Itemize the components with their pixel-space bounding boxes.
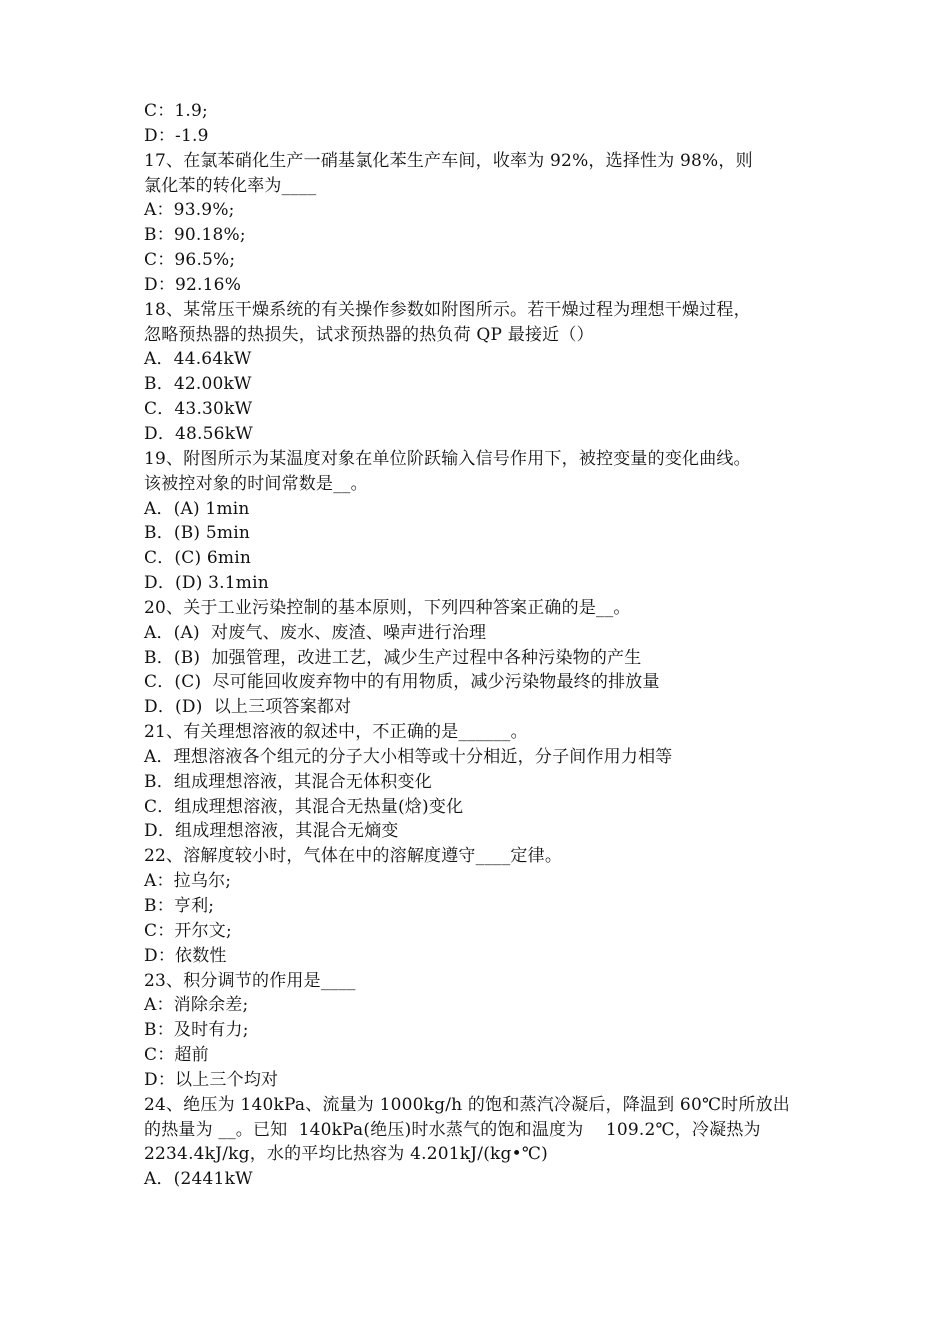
question-17-option-c: C：96.5%; <box>144 250 236 271</box>
question-17-line-1: 17、在氯苯硝化生产一硝基氯化苯生产车间，收率为 92%，选择性为 98%，则 <box>144 150 753 171</box>
question-23-option-b: B：及时有力; <box>144 1020 249 1041</box>
question-19-line-1: 19、附图所示为某温度对象在单位阶跃输入信号作用下，被控变量的变化曲线。 <box>144 448 751 469</box>
question-24-line-2: 的热量为 __。已知 140kPa(绝压)时水蒸气的饱和温度为 109.2℃，冷凝热为 <box>144 1119 761 1140</box>
question-19-option-d: D．(D) 3.1min <box>144 573 269 594</box>
question-21-option-d: D．组成理想溶液，其混合无熵变 <box>144 821 399 842</box>
question-23-option-c: C：超前 <box>144 1045 209 1066</box>
question-22-option-a: A：拉乌尔; <box>144 871 232 892</box>
question-19-option-a: A．(A) 1min <box>144 498 250 519</box>
question-21-option-b: B．组成理想溶液，其混合无体积变化 <box>144 771 432 792</box>
question-19-option-c: C．(C) 6min <box>144 548 252 569</box>
question-22-option-b: B：亨利; <box>144 896 215 916</box>
question-24-option-a: A．(2441kW <box>144 1169 253 1190</box>
question-18-option-b: B．42.00kW <box>144 374 252 395</box>
question-18-option-c: C．43.30kW <box>144 399 253 420</box>
question-20-option-b: B．(B) 加强管理，改进工艺，减少生产过程中各种污染物的产生 <box>144 647 642 668</box>
question-23-stem: 23、积分调节的作用是____ <box>144 970 356 991</box>
question-17-line-2: 氯化苯的转化率为____ <box>144 175 317 196</box>
option-d-neg-1-9: D：-1.9 <box>144 125 209 146</box>
question-19-line-2: 该被控对象的时间常数是__。 <box>144 473 368 494</box>
question-23-option-a: A：消除余差; <box>144 995 249 1016</box>
question-22-option-c: C：开尔文; <box>144 920 232 941</box>
question-22-option-d: D：依数性 <box>144 945 227 966</box>
document-page <box>144 99 808 1192</box>
question-23-option-d: D：以上三个均对 <box>144 1069 279 1090</box>
question-21-stem: 21、有关理想溶液的叙述中，不正确的是______。 <box>144 722 528 743</box>
question-18-line-2: 忽略预热器的热损失，试求预热器的热负荷 QP 最接近（） <box>144 324 594 345</box>
question-19-option-b: B．(B) 5min <box>144 523 250 544</box>
question-18-line-1: 18、某常压干燥系统的有关操作参数如附图所示。若干燥过程为理想干燥过程， <box>144 299 751 320</box>
question-20-option-c: C．(C) 尽可能回收废弃物中的有用物质，减少污染物最终的排放量 <box>144 672 660 693</box>
question-17-option-d: D：92.16% <box>144 274 242 295</box>
option-c-1-9: C：1.9; <box>144 101 208 121</box>
question-21-option-a: A．理想溶液各个组元的分子大小相等或十分相近，分子间作用力相等 <box>144 746 673 767</box>
question-17-option-a: A：93.9%; <box>144 200 235 221</box>
question-24-line-3: 2234.4kJ/kg，水的平均比热容为 4.201kJ/(kg•℃) <box>144 1144 548 1165</box>
question-18-option-d: D．48.56kW <box>144 423 253 444</box>
question-20-option-d: D．(D) 以上三项答案都对 <box>144 697 352 718</box>
question-17-option-b: B：90.18%; <box>144 225 246 246</box>
question-24-line-1: 24、绝压为 140kPa、流量为 1000kg/h 的饱和蒸汽冷凝后，降温到 60℃时所放出 <box>144 1094 790 1115</box>
question-22-stem: 22、溶解度较小时，气体在中的溶解度遵守____定律。 <box>144 846 563 867</box>
question-18-option-a: A．44.64kW <box>144 349 252 370</box>
question-21-option-c: C．组成理想溶液，其混合无热量(焓)变化 <box>144 796 464 817</box>
question-20-option-a: A．(A) 对废气、废水、废渣、噪声进行治理 <box>144 622 487 643</box>
question-20-stem: 20、关于工业污染控制的基本原则，下列四种答案正确的是__。 <box>144 597 631 618</box>
